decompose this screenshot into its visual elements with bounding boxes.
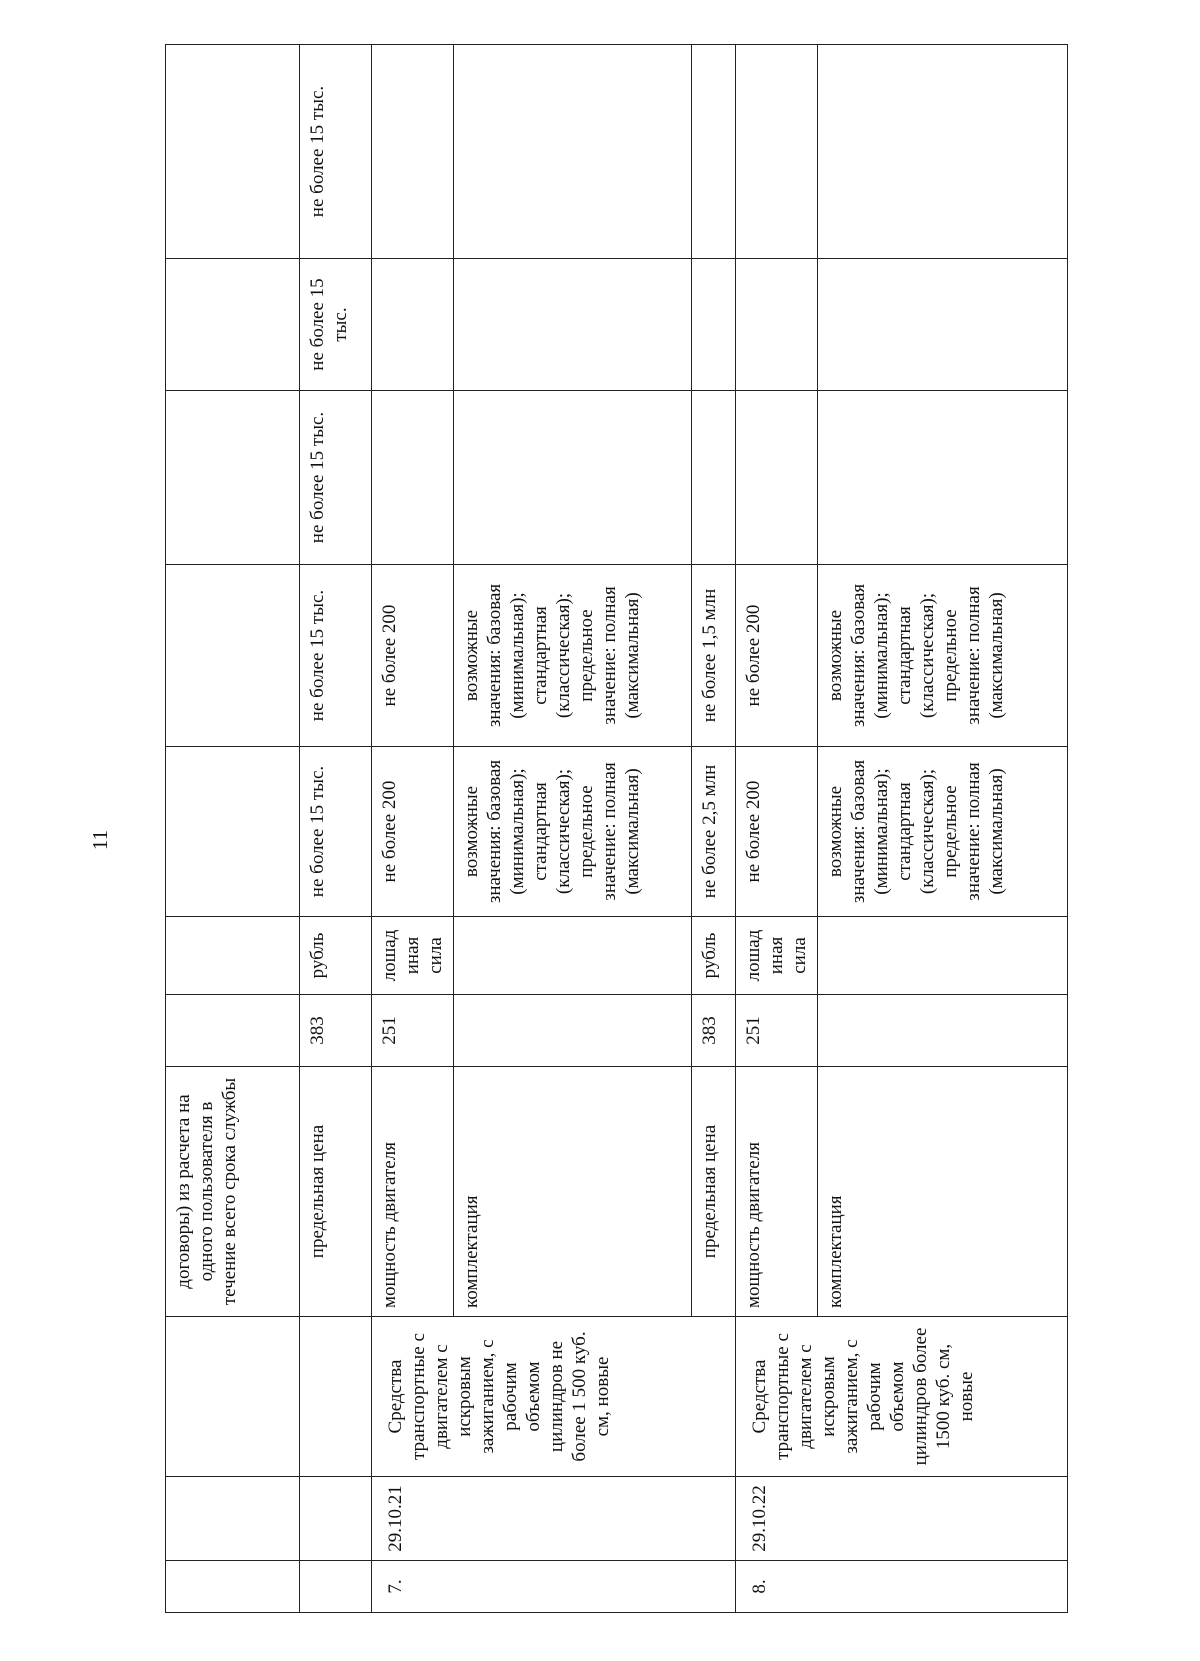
value-4 (736, 259, 818, 391)
characteristic: предельная цена (692, 1067, 736, 1317)
value-4 (166, 259, 300, 391)
value-5 (736, 45, 818, 259)
page-number: 11 (88, 829, 112, 851)
characteristic: мощность двигателя (372, 1067, 454, 1317)
value-1: не более 15 тыс. (300, 747, 372, 917)
table-row (166, 45, 300, 1613)
value-5 (818, 45, 1068, 259)
unit-code: 251 (736, 995, 818, 1067)
value-2: возможные значения: базовая (минимальная); стандартная (классическая); предельное значение: полная (максимальная) (454, 565, 692, 747)
value-1: не более 200 (372, 747, 454, 917)
value-2: не более 200 (736, 565, 818, 747)
characteristic: мощность двигателя (736, 1067, 818, 1317)
row-number: 8. (736, 1561, 1068, 1613)
unit-name (454, 917, 692, 995)
value-4 (818, 259, 1068, 391)
value-2: не более 1,5 млн (692, 565, 736, 747)
value-4 (692, 259, 736, 391)
value-2 (166, 565, 300, 747)
value-5 (692, 45, 736, 259)
requirements-table (165, 44, 1068, 1613)
value-3 (372, 391, 454, 565)
unit-code: 383 (692, 995, 736, 1067)
value-1: возможные значения: базовая (минимальная); стандартная (классическая); предельное значение: полная (максимальная) (454, 747, 692, 917)
value-2: не более 15 тыс. (300, 565, 372, 747)
row-number: 7. (372, 1561, 736, 1613)
unit-code (818, 995, 1068, 1067)
okpd-code: 29.10.22 (736, 1477, 1068, 1561)
item-name (300, 1317, 372, 1477)
unit-name (166, 917, 300, 995)
value-1: не более 2,5 млн (692, 747, 736, 917)
unit-name: лошадиная сила (736, 917, 818, 995)
value-3 (166, 391, 300, 565)
characteristic: комплектация (454, 1067, 692, 1317)
item-name: Средства транспортные с двигателем с искровым зажиганием, с рабочим объемом цилиндров более 1500 куб. см, новые (736, 1317, 1068, 1477)
characteristic: комплектация (818, 1067, 1068, 1317)
value-2: возможные значения: базовая (минимальная); стандартная (классическая); предельное значение: полная (максимальная) (818, 565, 1068, 747)
table-row (300, 45, 372, 1613)
value-3 (736, 391, 818, 565)
value-3 (818, 391, 1068, 565)
value-3 (454, 391, 692, 565)
okpd-code (300, 1477, 372, 1561)
value-5 (372, 45, 454, 259)
value-2: не более 200 (372, 565, 454, 747)
rotated-page-content (165, 45, 1039, 1613)
unit-code (166, 995, 300, 1067)
characteristic: предельная цена (300, 1067, 372, 1317)
okpd-code: 29.10.21 (372, 1477, 736, 1561)
unit-name: лошадиная сила (372, 917, 454, 995)
value-1: возможные значения: базовая (минимальная); стандартная (классическая); предельное значение: полная (максимальная) (818, 747, 1068, 917)
value-3 (692, 391, 736, 565)
row-number (300, 1561, 372, 1613)
value-4: не более 15 тыс. (300, 259, 372, 391)
row-number (166, 1561, 300, 1613)
unit-code: 251 (372, 995, 454, 1067)
value-5 (166, 45, 300, 259)
unit-code: 383 (300, 995, 372, 1067)
value-3: не более 15 тыс. (300, 391, 372, 565)
item-name (166, 1317, 300, 1477)
characteristic: договоры) из расчета на одного пользователя в течение всего срока службы (166, 1067, 300, 1317)
unit-code (454, 995, 692, 1067)
value-4 (454, 259, 692, 391)
item-name: Средства транспортные с двигателем с искровым зажиганием, с рабочим объемом цилиндров не более 1 500 куб. см, новые (372, 1317, 736, 1477)
okpd-code (166, 1477, 300, 1561)
table-row (736, 45, 818, 1613)
value-1 (166, 747, 300, 917)
unit-name (818, 917, 1068, 995)
value-1: не более 200 (736, 747, 818, 917)
value-5: не более 15 тыс. (300, 45, 372, 259)
value-4 (372, 259, 454, 391)
table-row (372, 45, 454, 1613)
unit-name: рубль (692, 917, 736, 995)
value-5 (454, 45, 692, 259)
unit-name: рубль (300, 917, 372, 995)
